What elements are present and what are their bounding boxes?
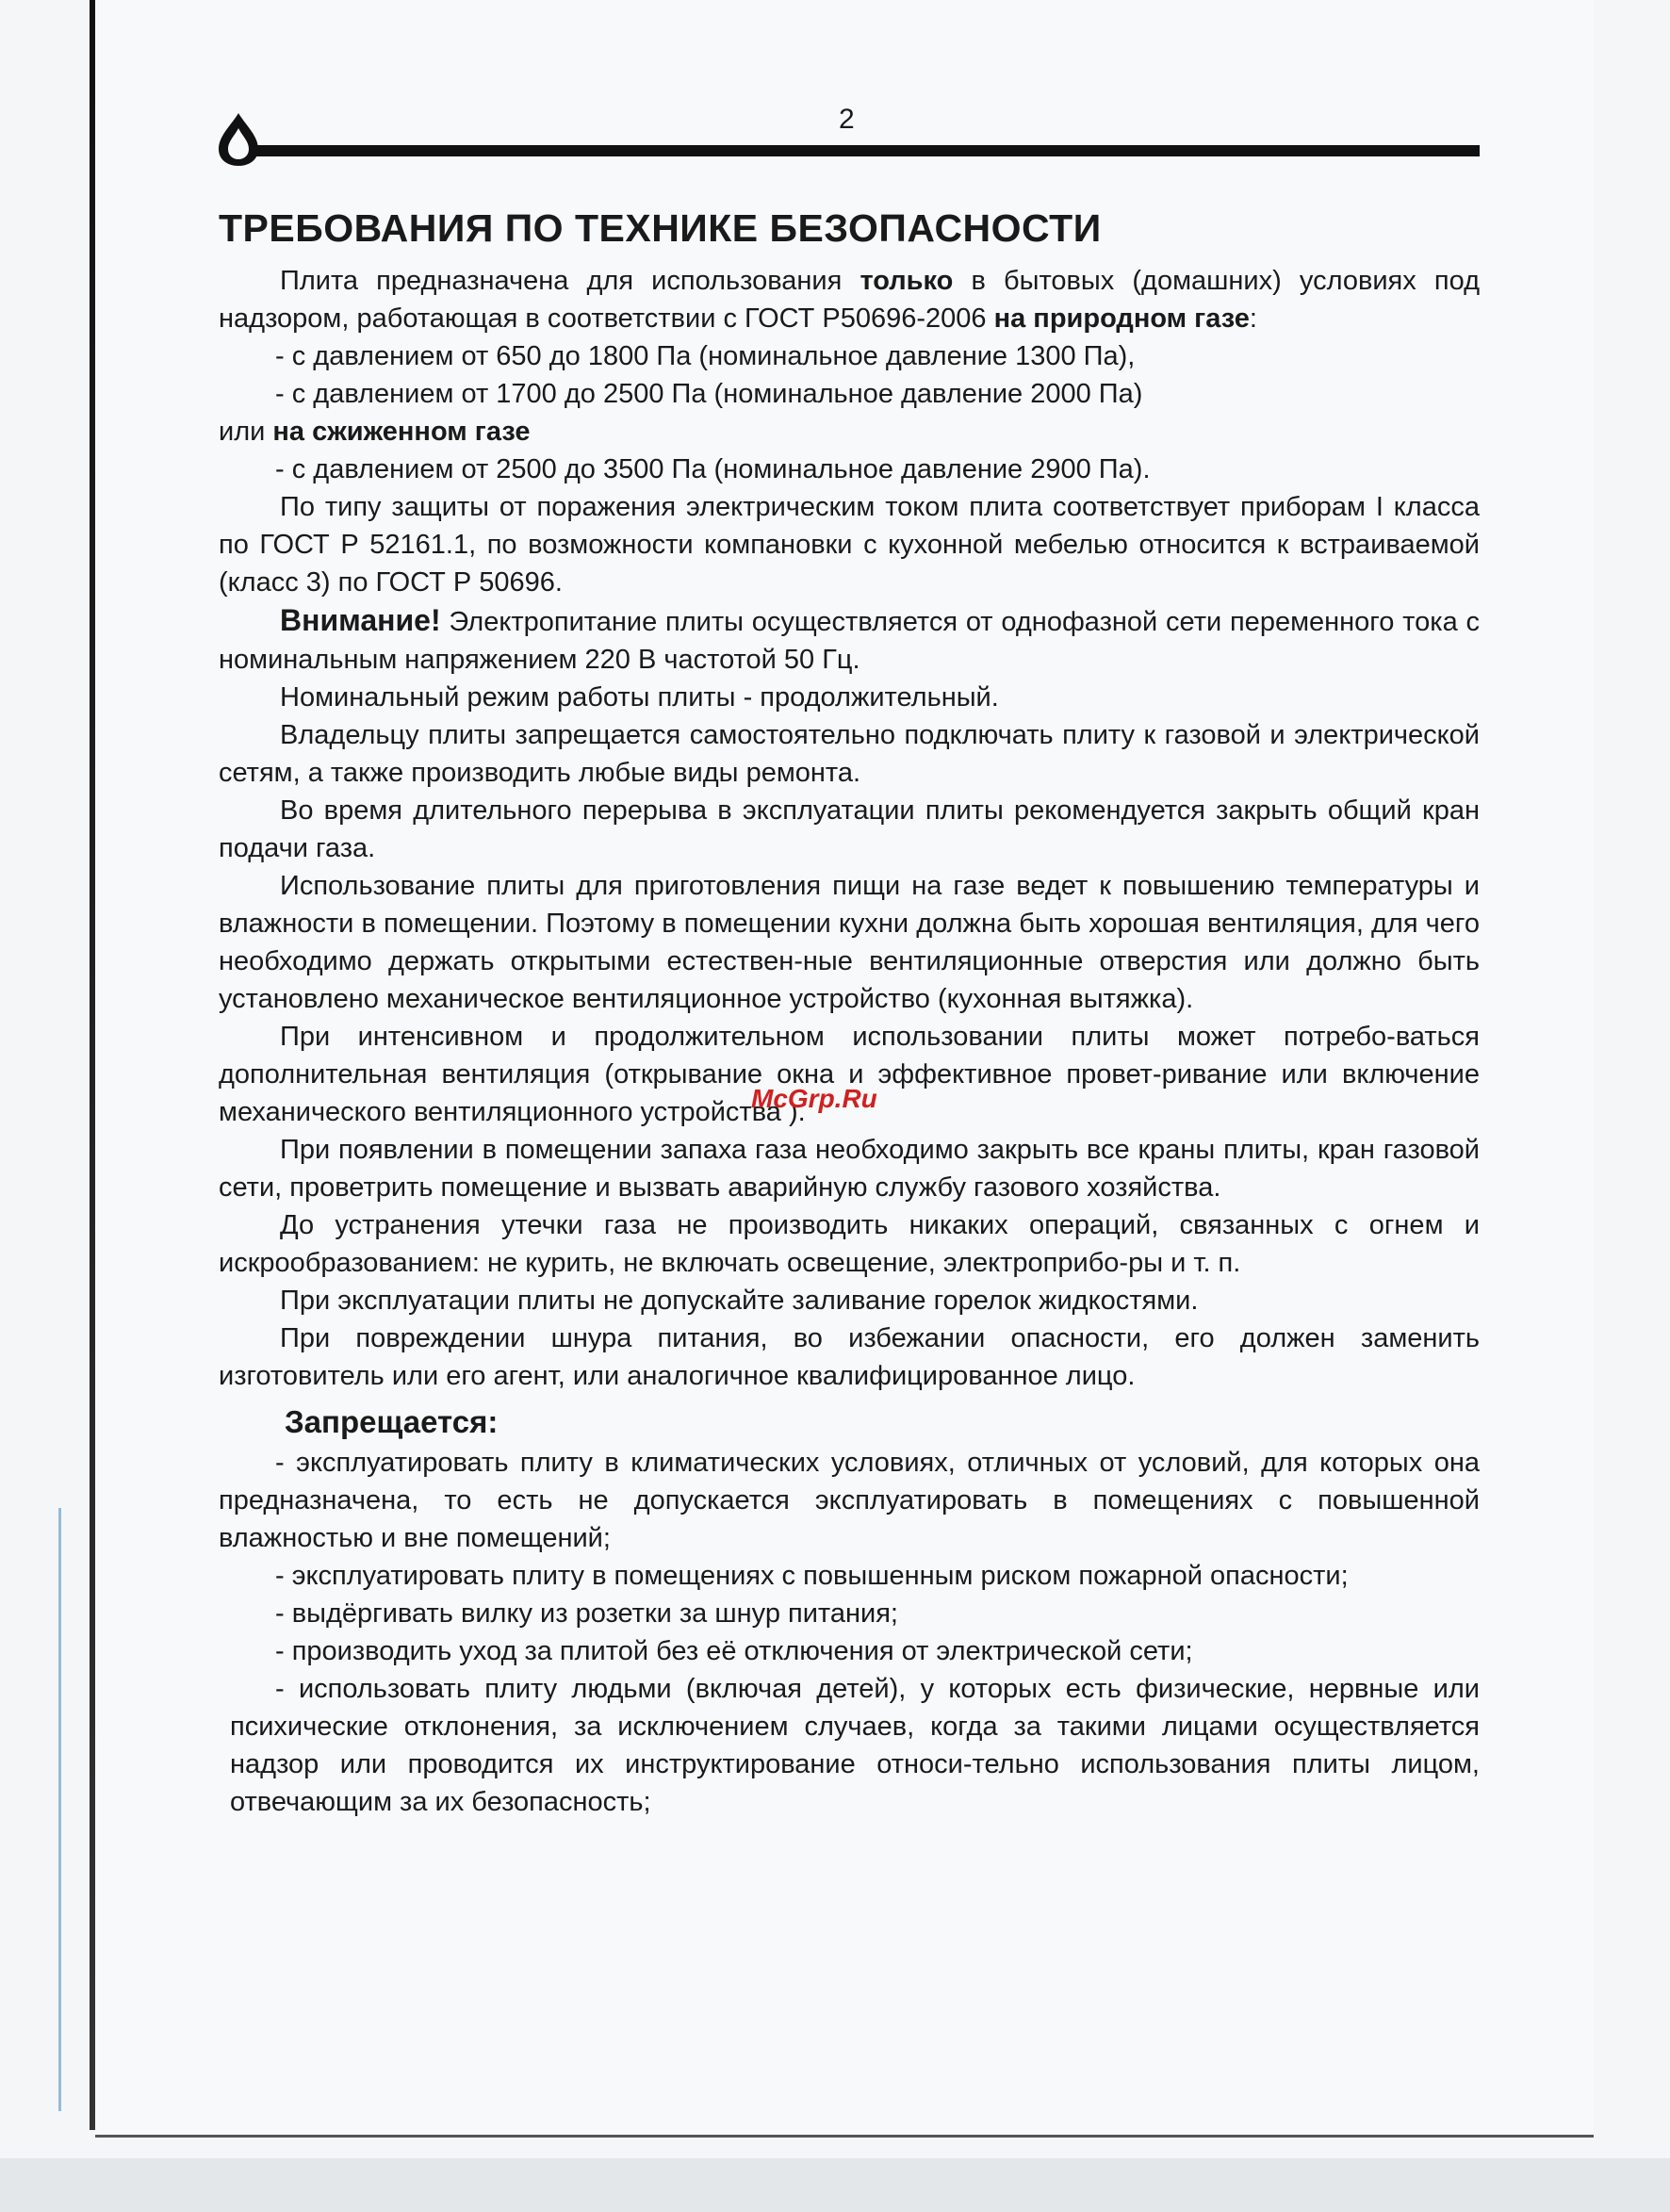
paragraph-gas-smell: При появлении в помещении запаха газа необходимо закрыть все краны плиты, кран газовой сети, проветрить помещение и вызвать аварийную службу газового хозяйства. [219, 1135, 1480, 1203]
pressure-natural-2: - с давлением от 1700 до 2500 Па (номинальное давление 2000 Па) [275, 379, 1143, 409]
watermark-text: McGrp.Ru [751, 1084, 877, 1113]
forbidden-item-plug: - выдёргивать вилку из розетки за шнур питания; [275, 1598, 898, 1629]
forbidden-item-fire-risk: - эксплуатировать плиту в помещениях с повышенным риском пожарной опасности; [275, 1561, 1349, 1591]
attention-paragraph: Внимание! Электропитание плиты осуществляется от однофазной сети переменного тока с номинальным напряжением 220 В частотой 50 Гц. [219, 603, 1480, 675]
page-title: ТРЕБОВАНИЯ ПО ТЕХНИКЕ БЕЗОПАСНОСТИ [219, 206, 1102, 250]
page-number: 2 [839, 104, 855, 135]
header-rule [254, 145, 1480, 156]
paragraph-long-break: Во время длительного перерыва в эксплуатации плиты рекомендуется закрыть общий кран подачи газа. [219, 795, 1480, 863]
paragraph-duty-mode: Номинальный режим работы плиты - продолжительный. [280, 682, 999, 713]
forbidden-heading: Запрещается: [285, 1404, 499, 1439]
protection-class-paragraph: По типу защиты от поражения электрическим током плита соответствует приборам I класса по ГОСТ Р 52161.1, по возможности компановки с кухонной мебелью относится к встраиваемой (класс 3) по ГОСТ Р 50696. [219, 492, 1480, 598]
lpg-line: или на сжиженном газе [219, 417, 531, 447]
document-body [219, 205, 1480, 1821]
pressure-natural-1: - с давлением от 650 до 1800 Па (номинальное давление 1300 Па), [275, 341, 1136, 371]
scan-edge-marker [58, 1508, 61, 2111]
page-header [217, 104, 1480, 170]
forbidden-item-persons: - использовать плиту людьми (включая детей), у которых есть физические, нервные или психические отклонения, за исключением случаев, когда за такими лицами осуществляется надзор или проводится их инструктирование относи-тельно использования плиты лицом, отвечающим за их безопасность; [230, 1674, 1480, 1817]
pressure-lpg: - с давлением от 2500 до 3500 Па (номинальное давление 2900 Па). [275, 454, 1151, 484]
paragraph-power-cord: При повреждении шнура питания, во избежании опасности, его должен заменить изготовитель или его агент, или аналогичное квалифицированное лицо. [219, 1323, 1480, 1391]
scan-bottom-band [0, 2158, 1670, 2212]
intro-paragraph: Плита предназначена для использования только в бытовых (домашних) условиях под надзором, работающая в соответствии с ГОСТ Р50696-2006 на природном газе: [219, 266, 1480, 334]
flame-logo-icon [217, 111, 260, 168]
paragraph-ventilation: Использование плиты для приготовления пищи на газе ведет к повышению температуры и влажности в помещении. Поэтому в помещении кухни должна быть хорошая вентиляция, для чего необходимо держать открытыми естествен-ные вентиляционные отверстия или должно быть установлено механическое вентиляционное устройство (кухонная вытяжка). [219, 871, 1480, 1014]
paragraph-gas-leak: До устранения утечки газа не производить никаких операций, связанных с огнем и искрообразованием: не курить, не включать освещение, электроприбо-ры и т. п. [219, 1210, 1480, 1278]
paragraph-extra-ventilation: При интенсивном и продолжительном использовании плиты может потребо-ваться дополнительная вентиляция (открывание окна и эффективное провет-ривание или включение механического вентиляционного устройства ). [219, 1022, 1480, 1127]
paragraph-no-liquids: При эксплуатации плиты не допускайте заливание горелок жидкостями. [280, 1286, 1199, 1316]
forbidden-item-maintenance: - производить уход за плитой без её отключения от электрической сети; [275, 1636, 1193, 1666]
forbidden-item-climate: - эксплуатировать плиту в климатических условиях, отличных от условий, для которых она предназначена, то есть не допускается эксплуатировать в помещениях с повышенной влажностью и вне помещений; [219, 1448, 1480, 1553]
paragraph-no-self-connect: Владельцу плиты запрещается самостоятельно подключать плиту к газовой и электрической сетям, а также производить любые виды ремонта. [219, 720, 1480, 788]
